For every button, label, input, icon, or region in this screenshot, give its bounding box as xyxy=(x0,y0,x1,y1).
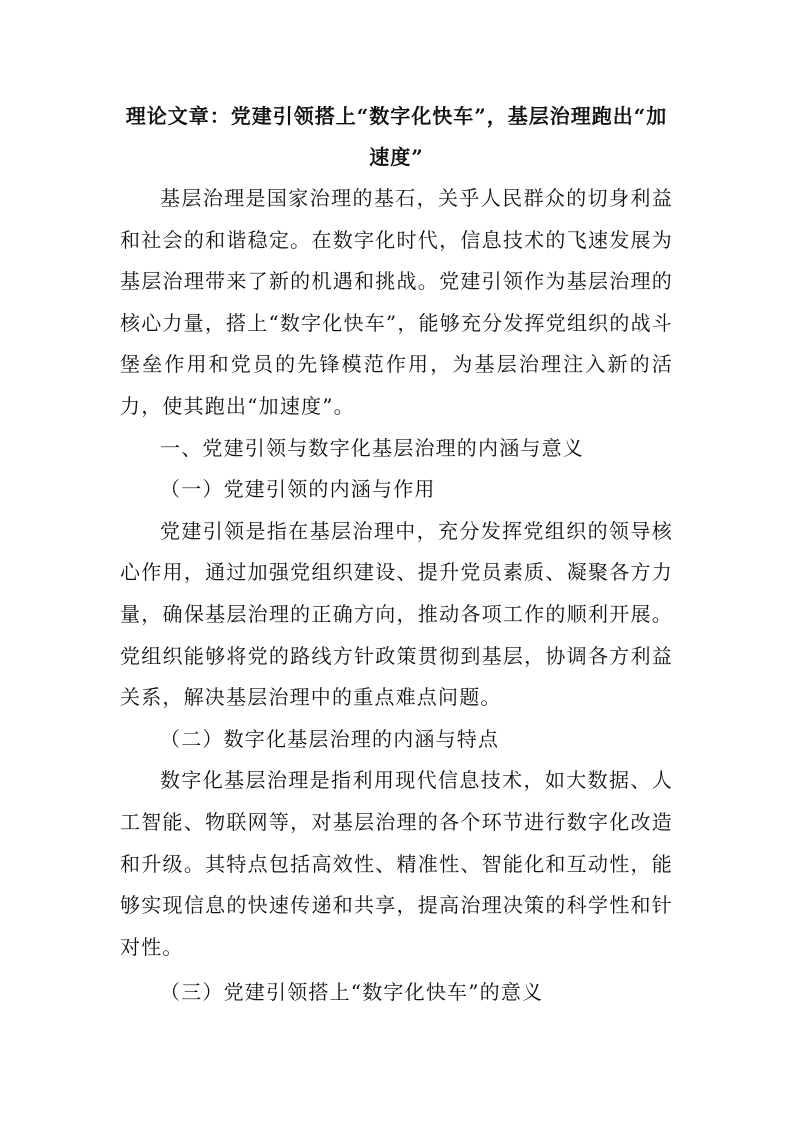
intro-paragraph: 基层治理是国家治理的基石，关乎人民群众的切身利益和社会的和谐稳定。在数字化时代，信息技术的飞速发展为基层治理带来了新的机遇和挑战。党建引领作为基层治理的核心力量，搭上“数字化快车”，能够充分发挥党组织的战斗堡垒作用和党员的先锋模范作用，为基层治理注入新的活力，使其跑出“加速度”。 xyxy=(120,186,673,418)
subsection-2-paragraph: 数字化基层治理是指利用现代信息技术，如大数据、人工智能、物联网等，对基层治理的各个环节进行数字化改造和升级。其特点包括高效性、精准性、智能化和互动性，能够实现信息的快速传递和共享，提高治理决策的科学性和针对性。 xyxy=(120,768,673,959)
subsection-1-paragraph: 党建引领是指在基层治理中，充分发挥党组织的领导核心作用，通过加强党组织建设、提升党员素质、凝聚各方力量，确保基层治理的正确方向，推动各项工作的顺利开展。党组织能够将党的路线方针政策贯彻到基层，协调各方利益关系，解决基层治理中的重点难点问题。 xyxy=(120,518,673,710)
subsection-3-heading: （三）党建引领搭上“数字化快车”的意义 xyxy=(160,980,544,1005)
section-1-heading: 一、党建引领与数字化基层治理的内涵与意义 xyxy=(160,435,584,460)
subsection-2-heading: （二）数字化基层治理的内涵与特点 xyxy=(160,726,500,751)
subsection-1-heading: （一）党建引领的内涵与作用 xyxy=(160,477,436,502)
document-title: 理论文章：党建引领搭上“数字化快车”，基层治理跑出“加速度” xyxy=(125,104,668,169)
